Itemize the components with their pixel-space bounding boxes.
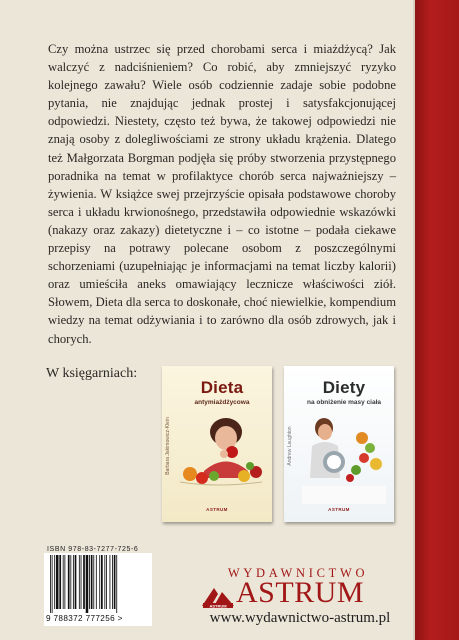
barcode xyxy=(44,553,152,626)
barcode-bar xyxy=(75,555,77,609)
book-imprint: ASTRUM xyxy=(328,507,350,512)
spine-red-strip xyxy=(415,0,459,640)
barcode-bar xyxy=(52,555,53,613)
barcode-bar xyxy=(91,555,93,609)
barcode-bar xyxy=(96,555,97,609)
barcode-bar xyxy=(106,555,107,609)
book-title: Dieta xyxy=(200,378,244,397)
barcode-bar xyxy=(59,555,61,609)
barcode-bar xyxy=(70,555,71,609)
barcode-digits: 9 788372 777256 > xyxy=(46,614,123,623)
book-cover-illustration xyxy=(284,366,394,522)
book-author: Andrew Laughton xyxy=(287,426,293,466)
book-cover-dieta-antymiazdzycowa xyxy=(162,366,272,522)
book-imprint: ASTRUM xyxy=(206,507,228,512)
barcode-bar xyxy=(86,555,89,613)
publisher-url[interactable]: www.wydawnictwo-astrum.pl xyxy=(209,610,391,626)
barcode-bar xyxy=(83,555,85,609)
book-subtitle: na obniżenie masy ciała xyxy=(306,399,382,406)
publisher-logo-icon xyxy=(200,586,236,610)
barcode-bar xyxy=(89,555,90,609)
blurb-paragraph: Czy można ustrzec się przed chorobami serca i miażdżycą? Jak walczyć z nadciśnieniem? Co robić, aby zmniejszyć ryzyko kolejnego zawału? Wiele osób codziennie zadaje sobie podobne pytania, nie znajdując jednak prostej i satysfakcjonującej odpowiedzi. Niestety, często też bywa, że takowej odpowiedzi nie znają osoby z dolegliwościami ze strony układu krążenia. Dlatego też Małgorzata Borgman podjęła się próby stworzenia przystępnego poradnika na temat w profilaktyce chorób serca najważniejszy – żywienia. W książce swej przejrzyście opisała podstawowe choroby serca i układu krwionośnego, przedstawiła odpowiednie wskazówki (nakazy oraz zakazy) dietetyczne i – co istotne – podała ciekawe przepisy na potrawy polecane osobom z poszczególnymi schorzeniami (uzupełniając je informacjami na temat liczby kalorii) oraz umieściła aneks omawiający lecznicze właściwości ziół. Słowem, Dieta dla serca to doskonałe, choć niewielkie, kompendium wiedzy na temat odżywiania i to zarówno dla osób zdrowych, jak i chorych. xyxy=(48,42,396,346)
barcode-bars xyxy=(48,553,148,613)
barcode-bar xyxy=(81,555,82,609)
barcode-bar xyxy=(93,555,94,609)
blurb-text xyxy=(48,40,396,348)
barcode-bar xyxy=(99,555,100,609)
barcode-bar xyxy=(68,555,70,609)
publisher-label: WYDAWNICTWO xyxy=(227,566,369,580)
barcode-bar xyxy=(104,555,105,609)
barcode-bar xyxy=(64,555,65,609)
barcode-bar xyxy=(112,555,113,609)
book-cover-illustration xyxy=(162,366,272,522)
book-subtitle: antymiażdżycowa xyxy=(194,399,250,406)
barcode-bar xyxy=(50,555,51,613)
barcode-bar xyxy=(63,555,64,609)
book-author: Barbara Jakimowicz-Klein xyxy=(165,417,171,475)
barcode-bar xyxy=(116,555,117,613)
bookstores-label: W księgarniach: xyxy=(46,366,138,381)
publisher-name: ASTRUM xyxy=(236,576,365,609)
book-title: Diety xyxy=(322,378,366,397)
isbn-label: ISBN 978-83-7277-725-6 xyxy=(47,546,139,553)
svg-text:ASTRUM: ASTRUM xyxy=(209,603,227,609)
barcode-bar xyxy=(56,555,59,609)
barcode-bar xyxy=(73,555,74,609)
book-cover-diety-na-obnizenie xyxy=(284,366,394,522)
barcode-bar xyxy=(114,555,116,609)
barcode-bar xyxy=(79,555,80,609)
barcode-bar xyxy=(54,555,55,609)
barcode-bar xyxy=(110,555,111,609)
barcode-bar xyxy=(101,555,103,609)
